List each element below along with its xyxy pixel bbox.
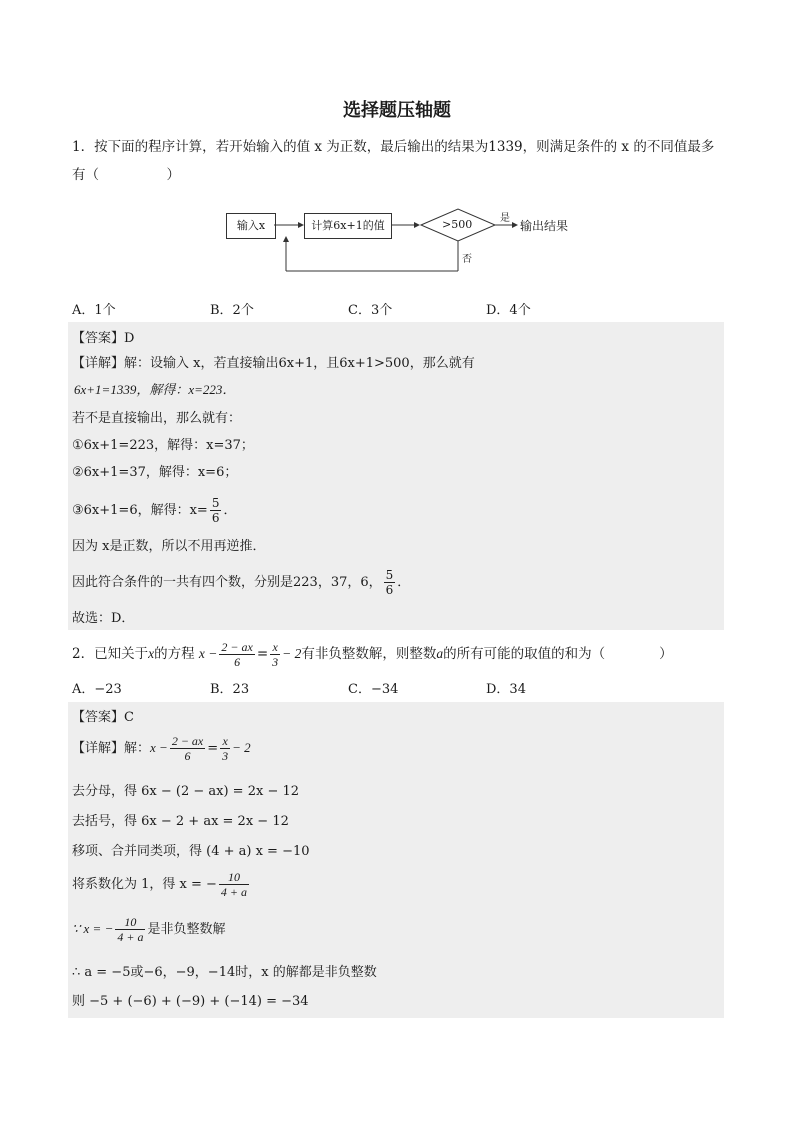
flow-compute-box: 计算6x+1的值 (304, 213, 392, 239)
q2-eq-right: − 2 (282, 646, 302, 661)
q2-step-4-text: 将系数化为 1，得 x = − (72, 877, 217, 892)
q1-detail-4: ①6x+1=223，解得：x=37； (72, 438, 254, 453)
q1-detail-7: 因为 x是正数，所以不用再逆推． (72, 539, 266, 554)
q1-answer: 【答案】D (72, 331, 135, 346)
q2-therefore: ∴ a = −5或−6，−9，−14时，x 的解都是非负整数 (72, 965, 377, 980)
q2-option-d: D．34 (486, 682, 526, 697)
q1-detail-5: ②6x+1=37，解得：x=6； (72, 465, 238, 480)
q2-text-d: 有非负整数解，则整数 (301, 646, 437, 662)
q1-detail-8-text: 因此符合条件的一共有四个数，分别是223，37，6， (72, 575, 382, 590)
q2-text-c: 的方程 (154, 646, 195, 662)
q1-option-d: D．4个 (486, 303, 531, 318)
q1-detail-6: ③6x+1=6，解得：x= $\frac{5}{6}$ ． (72, 496, 237, 525)
q2-var-x: x (148, 646, 155, 661)
flow-arrows (220, 200, 580, 280)
flow-condition-label: >500 (442, 218, 473, 231)
flow-input-box: 输入x (226, 213, 276, 239)
q1-option-b: B．2个 (210, 303, 254, 318)
q2-step-2: 去括号，得 6x − 2 + ax = 2x − 12 (72, 814, 289, 829)
q2-step-1: 去分母，得 6x − (2 − ax) = 2x − 12 (72, 784, 300, 799)
q1-text-line2: 有（ ） (72, 167, 180, 183)
q2-text (72, 640, 673, 669)
q2-detail-eq: 【详解】解：x − $\frac{2 - ax}{6}$ = $\frac{x}{3}$ − 2 (72, 734, 251, 763)
flow-yes-label: 是 (500, 213, 510, 224)
q2-since-frac: $\frac{10}{4 + a}$ (117, 915, 144, 944)
q2-eq-mid: = (256, 646, 269, 662)
q2-step-4 (72, 870, 251, 899)
page-title: 选择题压轴题 (343, 100, 451, 121)
q2-since-suffix: 是非负整数解 (147, 922, 226, 937)
flow-output-label: 输出结果 (520, 219, 569, 233)
q1-detail-1: 【详解】解：设输入 x，若直接输出6x+1，且6x+1>500，那么就有 (72, 356, 475, 371)
q1-detail-3: 若不是直接输出，那么就有： (72, 411, 242, 426)
q2-var-a: a (436, 646, 444, 661)
q2-answer: 【答案】C (72, 710, 134, 725)
q1-detail-8: 因此符合条件的一共有四个数，分别是223，37，6， $\frac{5}{6}$ ． (72, 568, 411, 597)
q2-step-3: 移项、合并同类项，得 (4 + a) x = −10 (72, 844, 310, 859)
q2-option-a: A．−23 (72, 682, 122, 697)
q2-eq-frac2: $\frac{x}{3}$ (272, 640, 279, 669)
q2-since-line (72, 915, 225, 944)
q2-detail-label: 【详解】解： (72, 741, 151, 756)
q2-detail-frac2: $\frac{x}{3}$ (222, 734, 229, 763)
q2-sum: 则 −5 + (−6) + (−9) + (−14) = −34 (72, 994, 309, 1009)
q2-text-a: 2．已知关于 (72, 646, 149, 662)
q1-fraction-5-6-b: $\frac{5}{6}$ (385, 568, 394, 597)
q1-option-a: A．1个 (72, 303, 116, 318)
flow-no-label: 否 (462, 254, 472, 265)
q2-option-c: C．−34 (348, 682, 399, 697)
q2-eq-left: x − (198, 646, 218, 661)
q2-option-b: B．23 (210, 682, 250, 697)
q1-fraction-5-6: $\frac{5}{6}$ (211, 496, 220, 525)
q2-text-f: 的所有可能的取值的和为（ ） (443, 646, 673, 662)
q2-since-prefix: ∵ x = − (72, 921, 114, 936)
q2-eq-frac1: $\frac{2 - ax}{6}$ (221, 640, 253, 669)
q1-option-c: C．3个 (348, 303, 393, 318)
q1-detail-6-text: ③6x+1=6，解得：x= (72, 503, 208, 518)
q2-coef-frac: $\frac{10}{4 + a}$ (220, 870, 248, 899)
q1-detail-2: 6x+1=1339，解得：x=223． (74, 382, 236, 397)
q1-text-line1: 1．按下面的程序计算，若开始输入的值 x 为正数，最后输出的结果为1339，则满足条件的 x 的不同值最多 (72, 139, 715, 155)
q2-detail-frac1: $\frac{2 - ax}{6}$ (171, 734, 204, 763)
q1-detail-9: 故选：D． (72, 611, 135, 626)
